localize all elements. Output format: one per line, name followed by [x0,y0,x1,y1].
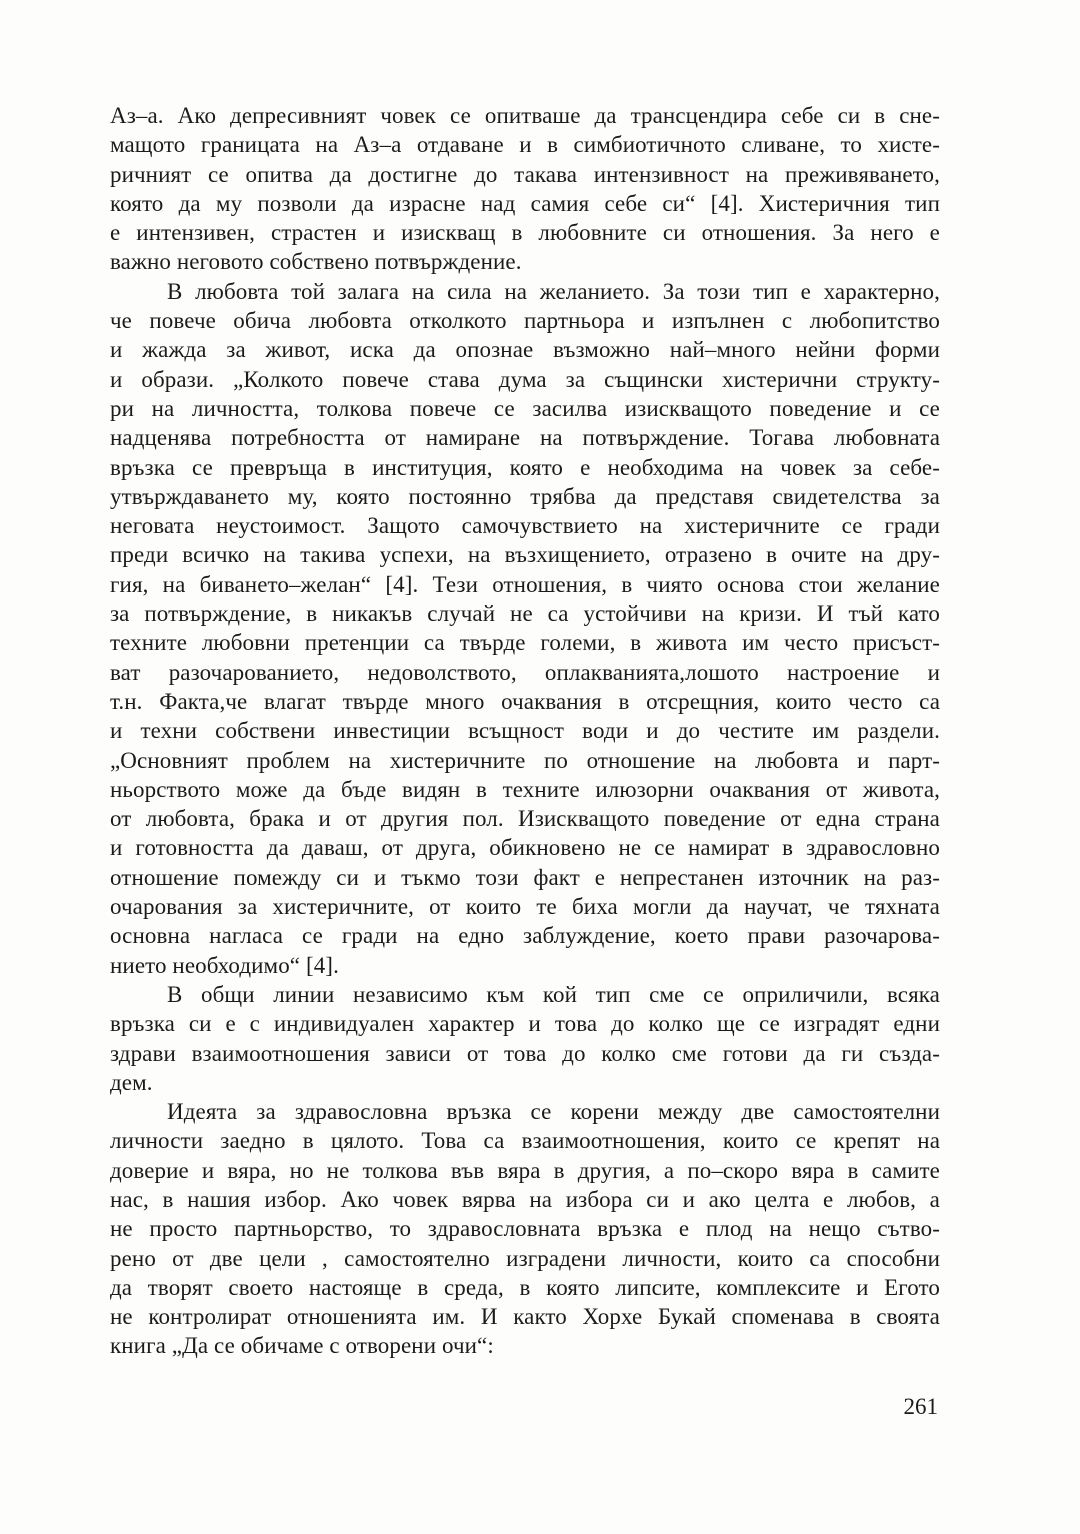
text-line: Идеята за здравословна връзка се корени между две самостоятелни [167,1099,940,1125]
text-line: Аз–а. Ако депресивният човек се опитваше да трансцендира себе си в сне- [110,103,940,128]
text-line: връзка си е с индивидуален характер и това до колко ще се изградят едни [110,1011,940,1037]
text-line: т.н. Факта,че влагат твърде много очаквания в отсрещния, които често са [110,688,940,714]
text-line: дем. [110,1069,153,1095]
text-line: ри на личността, толкова повече се засилва изискващото поведение и се [110,395,940,421]
text-line: която да му позволи да израсне над самия себе си“ [4]. Хистеричния тип [110,190,940,216]
text-line: не просто партньорство, то здравословната връзка е плод на нещо сътво- [110,1216,940,1242]
text-line: „Основният проблем на хистеричните по отношение на любовта и парт- [110,747,940,773]
text-line: да творят своето настояще в среда, в която липсите, комплексите и Егото [110,1274,940,1300]
text-line: гия, на биването–желан“ [4]. Тези отношения, в чиято основа стои желание [110,571,940,597]
text-line: ричният се опитва да достигне до такава интензивност на преживяването, [110,161,940,187]
text-line: техните любовни претенции са твърде големи, в живота им често присъст- [110,630,940,656]
paragraph [110,101,940,277]
text-line: нас, в нашия избор. Ако човек вярва на избора си и ако целта е любов, а [110,1186,940,1212]
text-line: мащото границата на Аз–а отдаване и в симбиотичното сливане, то хисте- [110,132,940,158]
text-line: основна нагласа се гради на едно заблуждение, което прави разочарова- [110,923,940,949]
text-line: за потвърждение, в никакъв случай не са устойчиви на кризи. И тъй като [110,601,940,627]
text-line: надценява потребността от намиране на потвърждение. Тогава любовната [110,425,940,451]
body-text [110,101,940,1361]
text-line: и готовността да даваш, от друга, обикновено не се намират в здравословно [110,835,940,861]
text-line: личности заедно в цялото. Това са взаимоотношения, които се крепят на [110,1128,940,1154]
paragraph [110,1097,940,1361]
text-line: важно неговото собствено потвърждение. [110,249,522,275]
text-line: ват разочарованието, недоволството, оплакванията,лошото настроение и [110,659,940,685]
text-line: преди всичко на такива успехи, на възхищението, отразено в очите на дру- [110,542,940,568]
text-line: ньорството може да бъде видян в техните илюзорни очаквания от живота, [110,776,940,802]
text-line: здрави взаимоотношения зависи от това до колко сме готови да ги създа- [110,1040,940,1066]
text-line: книга „Да се обичаме с отворени очи“: [110,1333,494,1359]
text-line: рено от две цели , самостоятелно изградени личности, които са способни [110,1245,940,1271]
text-line: утвърждаването му, която постоянно трябва да представя свидетелства за [110,483,940,509]
paragraph [110,980,940,1097]
text-line: доверие и вяра, но не толкова във вяра в другия, а по–скоро вяра в самите [110,1157,940,1183]
text-line: В любовта той залага на сила на желанието. За този тип е характерно, [167,278,940,304]
text-line: не контролират отношенията им. И както Хорхе Букай споменава в своята [110,1304,940,1330]
text-line: и техни собствени инвестиции всъщност води и до честите им раздели. [110,718,940,744]
text-line: неговата неустоимост. Защото самочувствието на хистеричните се гради [110,513,940,539]
text-line: и жажда за живот, иска да опознае възможно най–много нейни форми [110,337,940,363]
paragraph [110,277,940,980]
text-line: че повече обича любовта отколкото партньора и изпълнен с любопитство [110,308,940,334]
text-line: и образи. „Колкото повече става дума за същински хистерични структу- [110,366,940,392]
page-number: 261 [903,1394,938,1419]
text-line: отношение помежду си и тъкмо този факт е непрестанен източник на раз- [110,864,940,890]
text-line: от любовта, брака и от другия пол. Изискващото поведение от една страна [110,806,940,832]
text-line: очарования за хистеричните, от които те биха могли да научат, че тяхната [110,894,940,920]
text-line: нието необходимо“ [4]. [110,952,339,978]
text-line: връзка се превръща в институция, която е необходима на човек за себе- [110,454,940,480]
text-line: В общи линии независимо към кой тип сме се оприличили, всяка [167,981,940,1007]
text-line: е интензивен, страстен и изискващ в любовните си отношения. За него е [110,220,940,246]
